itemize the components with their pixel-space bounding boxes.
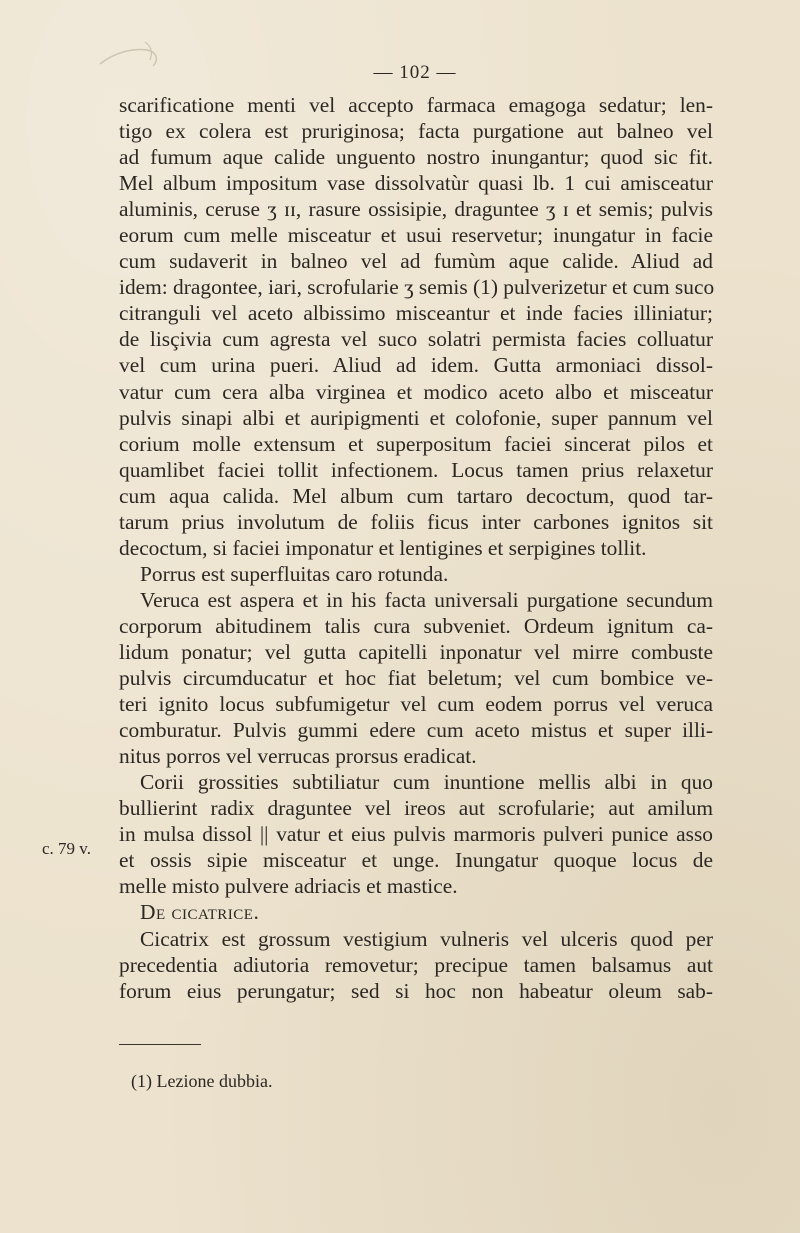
section-heading: De cicatrice. xyxy=(140,900,260,925)
text-line: ad fumum aque calide unguento nostro inungantur; quod sic fit. xyxy=(119,145,713,170)
text-line: quamlibet faciei tollit infectionem. Locus tamen prius relaxetur xyxy=(119,457,713,482)
text-line: melle misto pulvere adriacis et mastice. xyxy=(119,874,458,899)
text-line: vel cum urina pueri. Aliud ad idem. Gutta armoniaci dissol- xyxy=(119,353,713,378)
text-line: pulvis sinapi albi et auripigmenti et colofonie, super pannum vel xyxy=(119,405,713,430)
text-line: Mel album impositum vase dissolvatùr quasi lb. 1 cui amisceatur xyxy=(119,171,713,196)
text-line: corporum abitudinem talis cura subveniet. Ordeum ignitum ca- xyxy=(119,613,713,638)
text-line: comburatur. Pulvis gummi edere cum aceto mistus et super illi- xyxy=(119,718,713,743)
page-number: — 102 — xyxy=(373,62,457,83)
text-line: nitus porros vel verrucas prorsus eradicat. xyxy=(119,744,477,769)
text-line: decoctum, si faciei imponatur et lentigines et serpigines tollit. xyxy=(119,535,647,560)
text-line: cum sudaverit in balneo vel ad fumùm aque calide. Aliud ad xyxy=(119,249,713,274)
text-line: corium molle extensum et superpositum faciei sincerat pilos et xyxy=(119,431,713,456)
text-line: idem: dragontee, iari, scrofularie ʒ semis (1) pulverizetur et cum suco xyxy=(119,275,715,300)
text-line: teri ignito locus subfumigetur vel cum eodem porrus vel veruca xyxy=(119,692,713,717)
body-text xyxy=(119,92,713,1004)
margin-note: c. 79 v. xyxy=(42,839,91,858)
text-line: aluminis, ceruse ʒ ɪɪ, rasure ossisipie, draguntee ʒ ɪ et semis; pulvis xyxy=(119,197,713,222)
footnote-divider xyxy=(119,1044,201,1045)
text-line: tarum prius involutum de foliis ficus inter carbones ignitos sit xyxy=(119,509,713,534)
text-line: forum eius perungatur; sed si hoc non habeatur oleum sab- xyxy=(119,978,713,1003)
text-line: Veruca est aspera et in his facta universali purgatione secundum xyxy=(140,587,713,612)
text-line: Corii grossities subtiliatur cum inuntione mellis albi in quo xyxy=(140,770,713,795)
text-line: precedentia adiutoria removetur; precipue tamen balsamus aut xyxy=(119,952,713,977)
text-line: Porrus est superfluitas caro rotunda. xyxy=(140,561,449,586)
text-line: cum aqua calida. Mel album cum tartaro decoctum, quod tar- xyxy=(119,483,713,508)
text-line: Cicatrix est grossum vestigium vulneris vel ulceris quod per xyxy=(140,926,713,951)
text-line: in mulsa dissol || vatur et eius pulvis marmoris pulveri punice asso xyxy=(119,822,713,847)
text-line: et ossis sipie misceatur et unge. Inungatur quoque locus de xyxy=(119,848,713,873)
text-line: scarificatione menti vel accepto farmaca emagoga sedatur; len- xyxy=(119,93,713,117)
text-line: citranguli vel aceto albissimo misceantur et inde facies illiniatur; xyxy=(119,301,713,326)
text-line: tigo ex colera est pruriginosa; facta purgatione aut balneo vel xyxy=(119,119,713,144)
text-line: lidum ponatur; vel gutta capitelli inponatur vel mirre combuste xyxy=(119,639,713,664)
footnote: (1) Lezione dubbia. xyxy=(131,1071,273,1091)
text-line: pulvis circumducatur et hoc fiat beletum; vel cum bombice ve- xyxy=(119,666,713,691)
text-line: de lisçivia cum agresta vel suco solatri permista facies colluatur xyxy=(119,327,713,352)
text-line: vatur cum cera alba virginea et modico aceto albo et misceatur xyxy=(119,379,713,404)
text-line: eorum cum melle misceatur et usui reservetur; inungatur in facie xyxy=(119,223,713,248)
text-line: bullierint radix draguntee vel ireos aut scrofularie; aut amilum xyxy=(119,796,713,821)
